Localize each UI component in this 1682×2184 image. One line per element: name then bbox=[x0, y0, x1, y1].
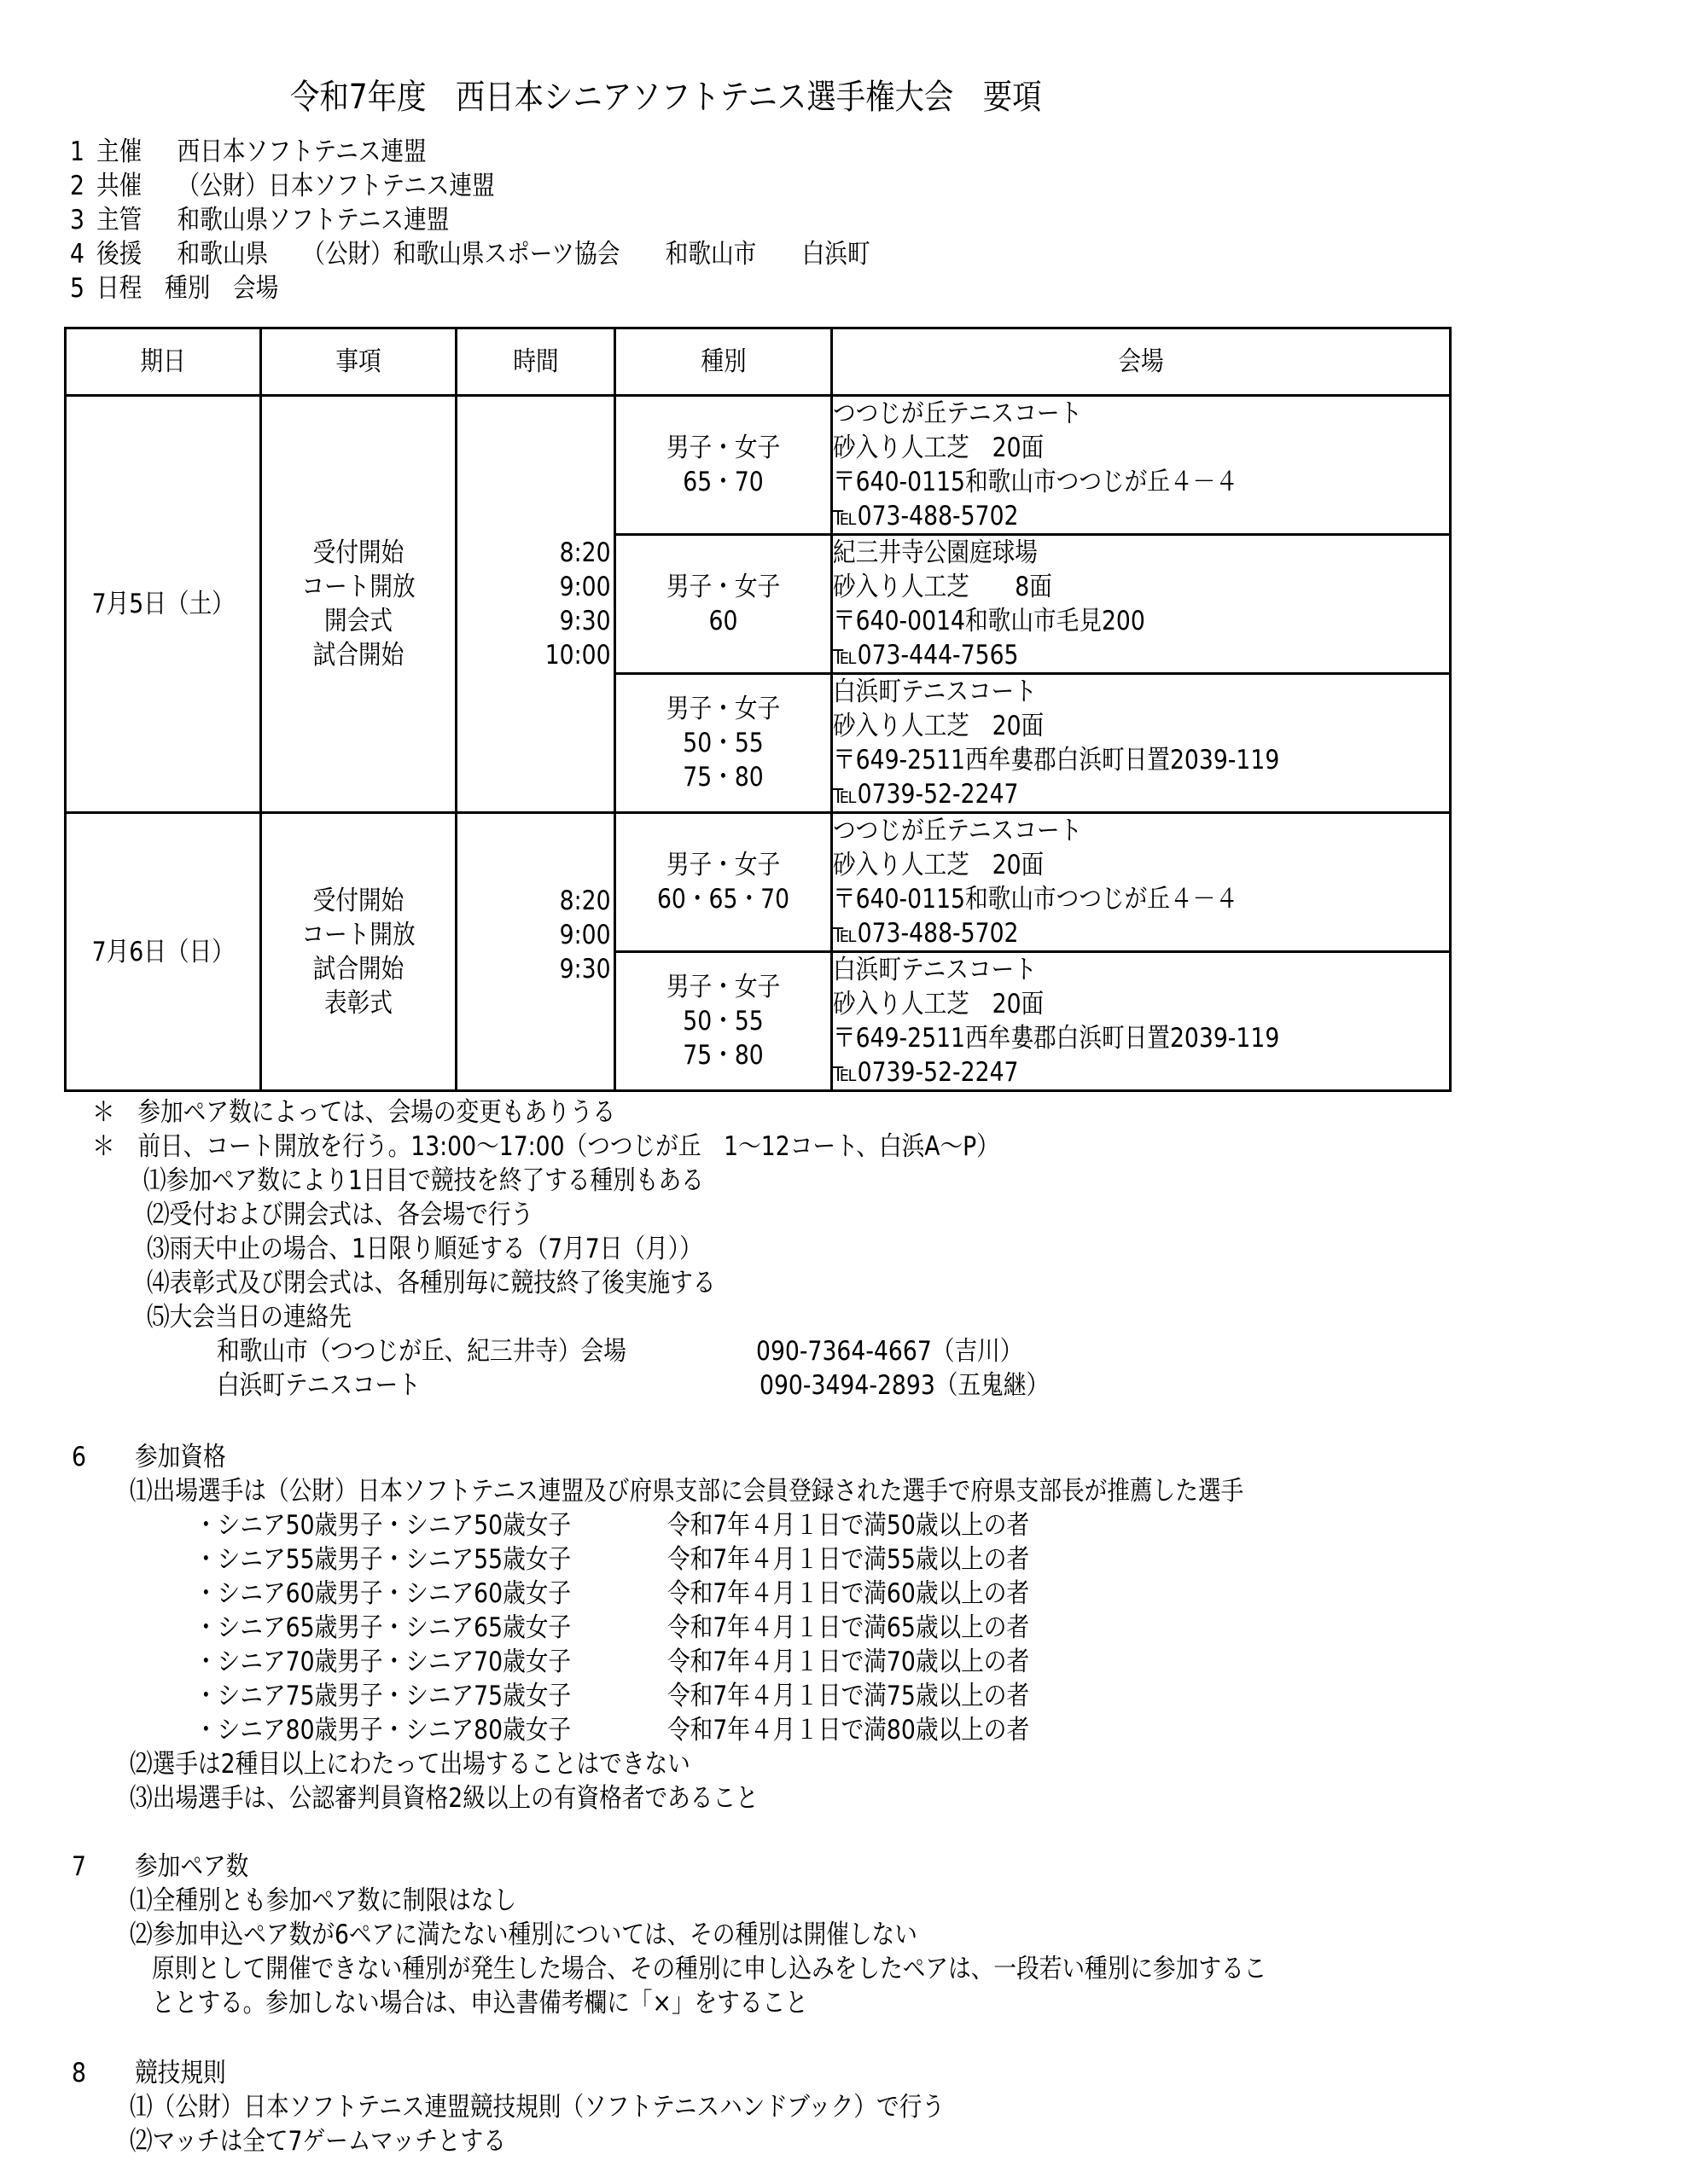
venue-cell bbox=[832, 396, 1451, 535]
eligibility-rule: 令和7年４月１日で満55歳以上の者 bbox=[667, 1544, 1030, 1575]
table-row bbox=[66, 396, 1451, 535]
table-header-row bbox=[66, 328, 1451, 396]
venue-surface: 砂入り人工芝 20面 bbox=[833, 711, 1045, 741]
venue-cell bbox=[832, 674, 1451, 813]
event-item: コート開放 bbox=[301, 919, 416, 950]
note-asterisk-2: ＊ 前日、コート開放を行う。13:00～17:00（つつじが丘 1～12コート、白浜A～P） bbox=[92, 1131, 999, 1162]
venue-address: 〒649-2511西牟婁郡白浜町日置2039-119 bbox=[833, 745, 1280, 775]
event-time: 8:20 bbox=[559, 537, 611, 568]
eligibility-rule: 令和7年４月１日で満75歳以上の者 bbox=[667, 1681, 1030, 1711]
section7-item2-continued-1: 原則として開催できない種別が発生した場合、その種別に申し込みをしたペアは、一段若い種別に参加するこ bbox=[152, 1954, 1267, 1984]
event-time: 10:00 bbox=[544, 640, 611, 671]
section7-item1: ⑴全種別とも参加ペア数に制限はなし bbox=[130, 1885, 517, 1916]
section8-heading: 競技規則 bbox=[135, 2058, 226, 2088]
category-cell: 男子・女子 60 bbox=[615, 535, 832, 674]
event-time: 9:30 bbox=[559, 606, 611, 636]
venue-surface: 砂入り人工芝 20面 bbox=[833, 850, 1045, 880]
venue-name: 白浜町テニスコート bbox=[833, 677, 1037, 707]
item-value: 西日本ソフトテニス連盟 bbox=[177, 136, 427, 167]
day2-items bbox=[261, 813, 457, 1091]
section6-heading: 参加資格 bbox=[135, 1442, 226, 1472]
day1-items bbox=[261, 396, 457, 813]
eligibility-category: ・シニア80歳男子・シニア80歳女子 bbox=[195, 1715, 572, 1745]
category-cell: 男子・女子 50・55 75・80 bbox=[615, 952, 832, 1091]
day2-date: 7月6日（日） bbox=[66, 813, 261, 1091]
venue-name: つつじが丘テニスコート bbox=[833, 816, 1083, 846]
category-cell: 男子・女子 50・55 75・80 bbox=[615, 674, 832, 813]
day2-times bbox=[457, 813, 615, 1091]
venue-address: 〒640-0014和歌山市毛見200 bbox=[833, 606, 1145, 636]
venue-name: つつじが丘テニスコート bbox=[833, 398, 1083, 429]
section8-item2: ⑵マッチは全て7ゲームマッチとする bbox=[130, 2126, 506, 2157]
document-title: 令和7年度 西日本シニアソフトテニス選手権大会 要項 bbox=[290, 78, 1042, 117]
venue-surface: 砂入り人工芝 8面 bbox=[833, 572, 1052, 602]
event-time: 9:30 bbox=[559, 953, 611, 985]
venue-cell bbox=[832, 813, 1451, 952]
eligibility-rule: 令和7年４月１日で満65歳以上の者 bbox=[667, 1612, 1030, 1643]
eligibility-category: ・シニア70歳男子・シニア70歳女子 bbox=[195, 1647, 572, 1677]
note-asterisk-1: ＊ 参加ペア数によっては、会場の変更もありうる bbox=[92, 1097, 616, 1128]
item-value: （公財）日本ソフトテニス連盟 bbox=[177, 171, 495, 201]
section8-item1: ⑴（公財）日本ソフトテニス連盟競技規則（ソフトテニスハンドブック）で行う bbox=[130, 2092, 945, 2123]
venue-tel: ℡0739-52-2247 bbox=[833, 779, 1019, 810]
section8-number: 8 bbox=[72, 2058, 86, 2088]
item-label: 日程 種別 会場 bbox=[96, 273, 279, 304]
day1-times bbox=[457, 396, 615, 813]
event-item: 表彰式 bbox=[324, 987, 393, 1019]
contact-phone-2: 090-3494-2893（五鬼継） bbox=[760, 1370, 1050, 1401]
section6-item2: ⑵選手は2種目以上にわたって出場することはできない bbox=[130, 1749, 690, 1780]
item-number: 3 bbox=[70, 205, 84, 235]
section7-heading: 参加ペア数 bbox=[135, 1851, 249, 1882]
item-value: 和歌山県 （公財）和歌山県スポーツ協会 和歌山市 白浜町 bbox=[177, 239, 870, 270]
header-item: 事項 bbox=[261, 328, 457, 396]
venue-tel: ℡073-444-7565 bbox=[833, 640, 1019, 671]
note-numbered-3: ⑶雨天中止の場合、1日限り順延する（7月7日（月）） bbox=[147, 1234, 702, 1264]
venue-name: 白浜町テニスコート bbox=[833, 955, 1037, 985]
event-item: 開会式 bbox=[324, 606, 393, 636]
item-value: 和歌山県ソフトテニス連盟 bbox=[177, 205, 450, 235]
overview-item-5 bbox=[70, 271, 278, 305]
venue-tel: ℡073-488-5702 bbox=[833, 918, 1019, 949]
overview-item-2 bbox=[70, 169, 495, 203]
venue-address: 〒649-2511西牟婁郡白浜町日置2039-119 bbox=[833, 1023, 1280, 1054]
event-item: 試合開始 bbox=[312, 953, 404, 985]
venue-cell bbox=[832, 535, 1451, 674]
eligibility-category: ・シニア55歳男子・シニア55歳女子 bbox=[195, 1544, 572, 1575]
category-cell: 男子・女子 60・65・70 bbox=[615, 813, 832, 952]
eligibility-category: ・シニア60歳男子・シニア60歳女子 bbox=[195, 1578, 572, 1609]
event-item: 試合開始 bbox=[312, 640, 404, 671]
eligibility-rule: 令和7年４月１日で満50歳以上の者 bbox=[667, 1510, 1030, 1541]
item-label: 後援 bbox=[96, 239, 143, 270]
eligibility-rule: 令和7年４月１日で満80歳以上の者 bbox=[667, 1715, 1030, 1745]
venue-tel: ℡073-488-5702 bbox=[833, 501, 1019, 531]
section7-item2-continued-2: ととする。参加しない場合は、申込書備考欄に「×」をすること bbox=[152, 1988, 808, 2018]
section7-item2: ⑵参加申込ペア数が6ペアに満たない種別については、その種別は開催しない bbox=[130, 1920, 917, 1950]
event-item: 受付開始 bbox=[312, 885, 404, 916]
section7-number: 7 bbox=[72, 1851, 86, 1882]
header-date: 期日 bbox=[66, 328, 261, 396]
venue-cell bbox=[832, 952, 1451, 1091]
item-number: 2 bbox=[70, 171, 84, 201]
event-time: 8:20 bbox=[559, 885, 611, 916]
venue-tel: ℡0739-52-2247 bbox=[833, 1057, 1019, 1088]
eligibility-category: ・シニア65歳男子・シニア65歳女子 bbox=[195, 1612, 572, 1643]
venue-surface: 砂入り人工芝 20面 bbox=[833, 989, 1045, 1019]
note-numbered-2: ⑵受付および開会式は、各会場で行う bbox=[147, 1199, 534, 1230]
item-label: 共催 bbox=[96, 171, 143, 201]
overview-item-3 bbox=[70, 203, 449, 237]
section6-item3: ⑶出場選手は、公認審判員資格2級以上の有資格者であること bbox=[130, 1783, 759, 1814]
item-label: 主催 bbox=[96, 136, 143, 167]
schedule-table bbox=[64, 327, 1452, 1092]
event-item: 受付開始 bbox=[312, 537, 404, 568]
header-venue: 会場 bbox=[832, 328, 1451, 396]
header-category: 種別 bbox=[615, 328, 832, 396]
section6-item1: ⑴出場選手は（公財）日本ソフトテニス連盟及び府県支部に会員登録された選手で府県支部長が推薦した選手 bbox=[130, 1476, 1244, 1507]
eligibility-category: ・シニア50歳男子・シニア50歳女子 bbox=[195, 1510, 572, 1541]
contact-venue-1: 和歌山市（つつじが丘、紀三井寺）会場 bbox=[217, 1336, 626, 1367]
event-time: 9:00 bbox=[559, 572, 611, 602]
venue-address: 〒640-0115和歌山市つつじが丘４－４ bbox=[833, 884, 1238, 915]
event-item: コート開放 bbox=[301, 572, 416, 602]
section6-number: 6 bbox=[72, 1442, 86, 1472]
venue-address: 〒640-0115和歌山市つつじが丘４－４ bbox=[833, 467, 1238, 497]
category-cell: 男子・女子 65・70 bbox=[615, 396, 832, 535]
item-number: 5 bbox=[70, 273, 84, 304]
venue-surface: 砂入り人工芝 20面 bbox=[833, 433, 1045, 463]
overview-item-1 bbox=[70, 135, 427, 169]
eligibility-category: ・シニア75歳男子・シニア75歳女子 bbox=[195, 1681, 572, 1711]
contact-venue-2: 白浜町テニスコート bbox=[217, 1370, 421, 1401]
note-numbered-5: ⑸大会当日の連絡先 bbox=[147, 1302, 352, 1333]
eligibility-rule: 令和7年４月１日で満60歳以上の者 bbox=[667, 1578, 1030, 1609]
table-row bbox=[66, 813, 1451, 952]
eligibility-rule: 令和7年４月１日で満70歳以上の者 bbox=[667, 1647, 1030, 1677]
note-numbered-1: ⑴参加ペア数により1日目で競技を終了する種別もある bbox=[143, 1165, 704, 1196]
item-number: 1 bbox=[70, 136, 84, 167]
item-label: 主管 bbox=[96, 205, 143, 235]
day1-date: 7月5日（土） bbox=[66, 396, 261, 813]
overview-item-4 bbox=[70, 237, 870, 271]
contact-phone-1: 090-7364-4667（吉川） bbox=[756, 1336, 1023, 1367]
item-number: 4 bbox=[70, 239, 84, 270]
event-time: 9:00 bbox=[559, 919, 611, 950]
venue-name: 紀三井寺公園庭球場 bbox=[833, 537, 1038, 568]
header-time: 時間 bbox=[457, 328, 615, 396]
note-numbered-4: ⑷表彰式及び閉会式は、各種別毎に競技終了後実施する bbox=[147, 1268, 716, 1298]
